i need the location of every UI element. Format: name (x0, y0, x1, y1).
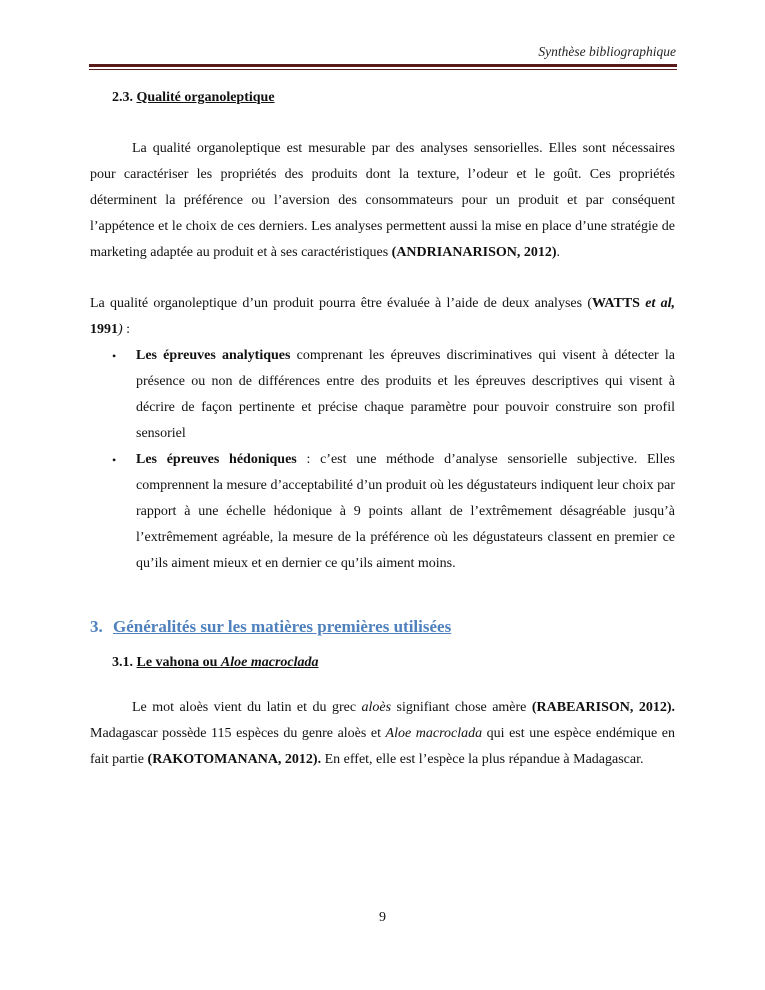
paragraph-text: signifiant chose amère (391, 700, 532, 715)
page-content (90, 88, 675, 773)
list-item (90, 447, 675, 577)
subsection-title-plain: Le vahona ou (136, 655, 221, 670)
paragraph (90, 695, 675, 773)
list-item-text: : c’est une méthode d’analyse sensorielle subjective. Elles comprennent la mesure d’acceptabilité d’un produit où les dégustateurs indiquent leur choix par rapport à une échelle hédonique à 9 points allant de l’extrêmement désagréable jusqu’à l’extrêmement agréable, la mesure de la préférence où les dégustateurs classent en premier ce qu’ils aiment mieux et en dernier ce qu’ils aiment moins. (136, 452, 675, 571)
bullet-list (90, 343, 675, 577)
punctuation: : (122, 322, 131, 337)
paragraph (90, 136, 675, 266)
header-rule-thin (89, 69, 677, 70)
punctuation: . (556, 245, 561, 260)
list-item-term: Les épreuves analytiques (136, 348, 291, 363)
citation: (ANDRIANARISON, 2012) (391, 245, 557, 260)
subsection-heading-3-1 (90, 653, 675, 673)
header-rule (89, 64, 677, 67)
subsection-number: 3.1. (112, 655, 133, 670)
paragraph-text: Madagascar possède 115 espèces du genre aloès et (90, 726, 386, 741)
bullet-icon: • (112, 453, 117, 467)
citation-etal: et al, (645, 296, 675, 311)
section-number: 3. (90, 617, 103, 636)
italic-term: aloès (361, 700, 392, 715)
page-number: 9 (379, 910, 386, 925)
subsection-title-italic: Aloe macroclada (220, 655, 319, 670)
subsection-title (137, 655, 319, 670)
section-title: Généralités sur les matières premières utilisées (113, 617, 452, 636)
citation-close: ) (118, 322, 123, 337)
paragraph-text: La qualité organoleptique est mesurable par des analyses sensorielles. Elles sont nécessaires pour caractériser les propriétés des produits dont la texture, l’odeur et le goût. Ces propriétés déterminent la préférence ou l’aversion des consommateurs pour un produit et par conséquent l’appétence et le choix de ces derniers. Les analyses permettent aussi la mise en place d’une stratégie de marketing adaptée au produit et à ses caractéristiques (90, 141, 675, 260)
paragraph-text: La qualité organoleptique d’un produit pourra être évaluée à l’aide de deux analyses ( (90, 296, 592, 311)
citation-author: WATTS (591, 296, 646, 311)
subsection-title: Qualité organoleptique (136, 90, 275, 105)
citation-year: 1991 (90, 322, 118, 337)
paragraph (90, 291, 675, 343)
list-item (90, 343, 675, 447)
bullet-icon: • (112, 349, 117, 363)
paragraph-text: qui est une espèce endémique en fait partie (90, 726, 675, 767)
section-heading-3 (90, 615, 675, 639)
paragraph-text: Le mot aloès vient du latin et du grec (132, 700, 362, 715)
italic-term: Aloe macroclada (385, 726, 483, 741)
list-item-term: Les épreuves hédoniques (136, 452, 297, 467)
list-item-text: comprenant les épreuves discriminatives qui visent à détecter la présence ou non de différences entre des produits et les épreuves descriptives qui visent à décrire de façon pertinente et précise chaque paramètre pour pouvoir construire son profil sensoriel (136, 348, 676, 441)
subsection-number: 2.3. (112, 90, 133, 105)
subsection-heading-2-3 (90, 88, 675, 108)
citation: (RAKOTOMANANA, 2012). (147, 752, 322, 767)
citation: (RABEARISON, 2012). (531, 700, 675, 715)
paragraph-text: En effet, elle est l’espèce la plus répandue à Madagascar. (321, 752, 644, 767)
running-header: Synthèse bibliographique (538, 44, 676, 59)
